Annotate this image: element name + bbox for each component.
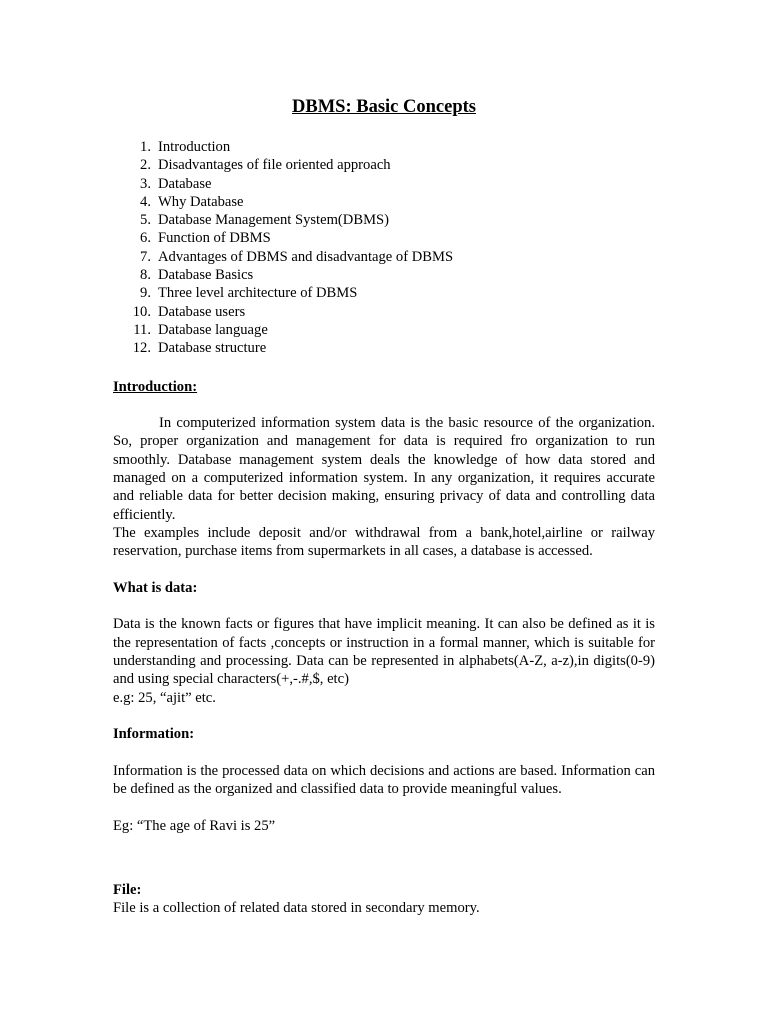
document-page: [113, 96, 655, 918]
toc-item: [113, 211, 655, 229]
document-title: DBMS: Basic Concepts: [292, 97, 476, 117]
toc-item-label: Database users: [158, 303, 246, 320]
information-example: Eg: “The age of Ravi is 25”: [113, 817, 276, 834]
toc-item-label: Database Management System(DBMS): [158, 212, 390, 229]
toc-item: [113, 138, 655, 156]
section-heading-file: File:: [113, 881, 142, 898]
toc-item: [113, 156, 655, 174]
toc-item-label: Function of DBMS: [158, 230, 271, 247]
what-is-data-example: e.g: 25, “ajit” etc.: [113, 689, 216, 706]
toc-item-number: 4.: [140, 193, 151, 210]
file-paragraph: File is a collection of related data stored in secondary memory.: [113, 900, 480, 917]
section-heading-introduction: Introduction:: [113, 378, 198, 395]
toc-item-label: Database: [158, 175, 212, 192]
toc-item: [113, 266, 655, 284]
toc-item-number: 8.: [140, 267, 151, 284]
toc-item: [113, 284, 655, 302]
what-is-data-paragraph: Data is the known facts or figures that have implicit meaning. It can also be defined as it is the representation of facts ,concepts or instruction in a formal manner, which is suitable for understanding and processing. Data can be represented in alphabets(A-Z, a-z),in digits(0-9) and using special characters(+,-.#,$, etc): [113, 616, 655, 688]
toc-item-label: Three level architecture of DBMS: [158, 285, 358, 302]
toc-item-number: 6.: [140, 230, 151, 247]
toc-item-number: 2.: [140, 157, 151, 174]
introduction-paragraph-1: In computerized information system data is the basic resource of the organization. So, proper organization and management for data is required fro organization to run smoothly. Database management system deals the knowledge of how data stored and managed on a computerized information system. In any organization, it requires accurate and reliable data for better decision making, ensuring privacy of data and controlling data efficiently.: [113, 415, 655, 523]
table-of-contents: [113, 138, 655, 358]
toc-item-number: 12.: [132, 340, 151, 357]
toc-item-label: Database Basics: [158, 267, 254, 284]
toc-item-number: 9.: [140, 285, 151, 302]
section-heading-information: Information:: [113, 726, 195, 743]
toc-item-label: Why Database: [158, 193, 244, 210]
section-heading-what-is-data: What is data:: [113, 579, 198, 596]
toc-item: [113, 175, 655, 193]
toc-item: [113, 321, 655, 339]
toc-item-label: Database structure: [158, 340, 267, 357]
toc-item-label: Disadvantages of file oriented approach: [158, 157, 391, 174]
toc-item: [113, 339, 655, 357]
information-paragraph: Information is the processed data on which decisions and actions are based. Information can be defined as the organized and classified data to provide meaningful values.: [113, 762, 655, 798]
toc-item-label: Advantages of DBMS and disadvantage of DBMS: [158, 248, 454, 265]
toc-item-label: Database language: [158, 321, 268, 338]
toc-item-number: 5.: [140, 212, 151, 229]
toc-item: [113, 303, 655, 321]
toc-item-number: 1.: [140, 139, 151, 155]
introduction-paragraph-2: The examples include deposit and/or withdrawal from a bank,hotel,airline or railway reservation, purchase items from supermarkets in all cases, a database is accessed.: [113, 524, 655, 560]
toc-item-label: Introduction: [158, 139, 231, 155]
toc-item-number: 10.: [132, 303, 151, 320]
toc-item-number: 7.: [140, 248, 151, 265]
toc-item: [113, 193, 655, 211]
toc-item: [113, 229, 655, 247]
toc-item-number: 11.: [133, 321, 151, 338]
toc-item: [113, 248, 655, 266]
toc-item-number: 3.: [140, 175, 151, 192]
